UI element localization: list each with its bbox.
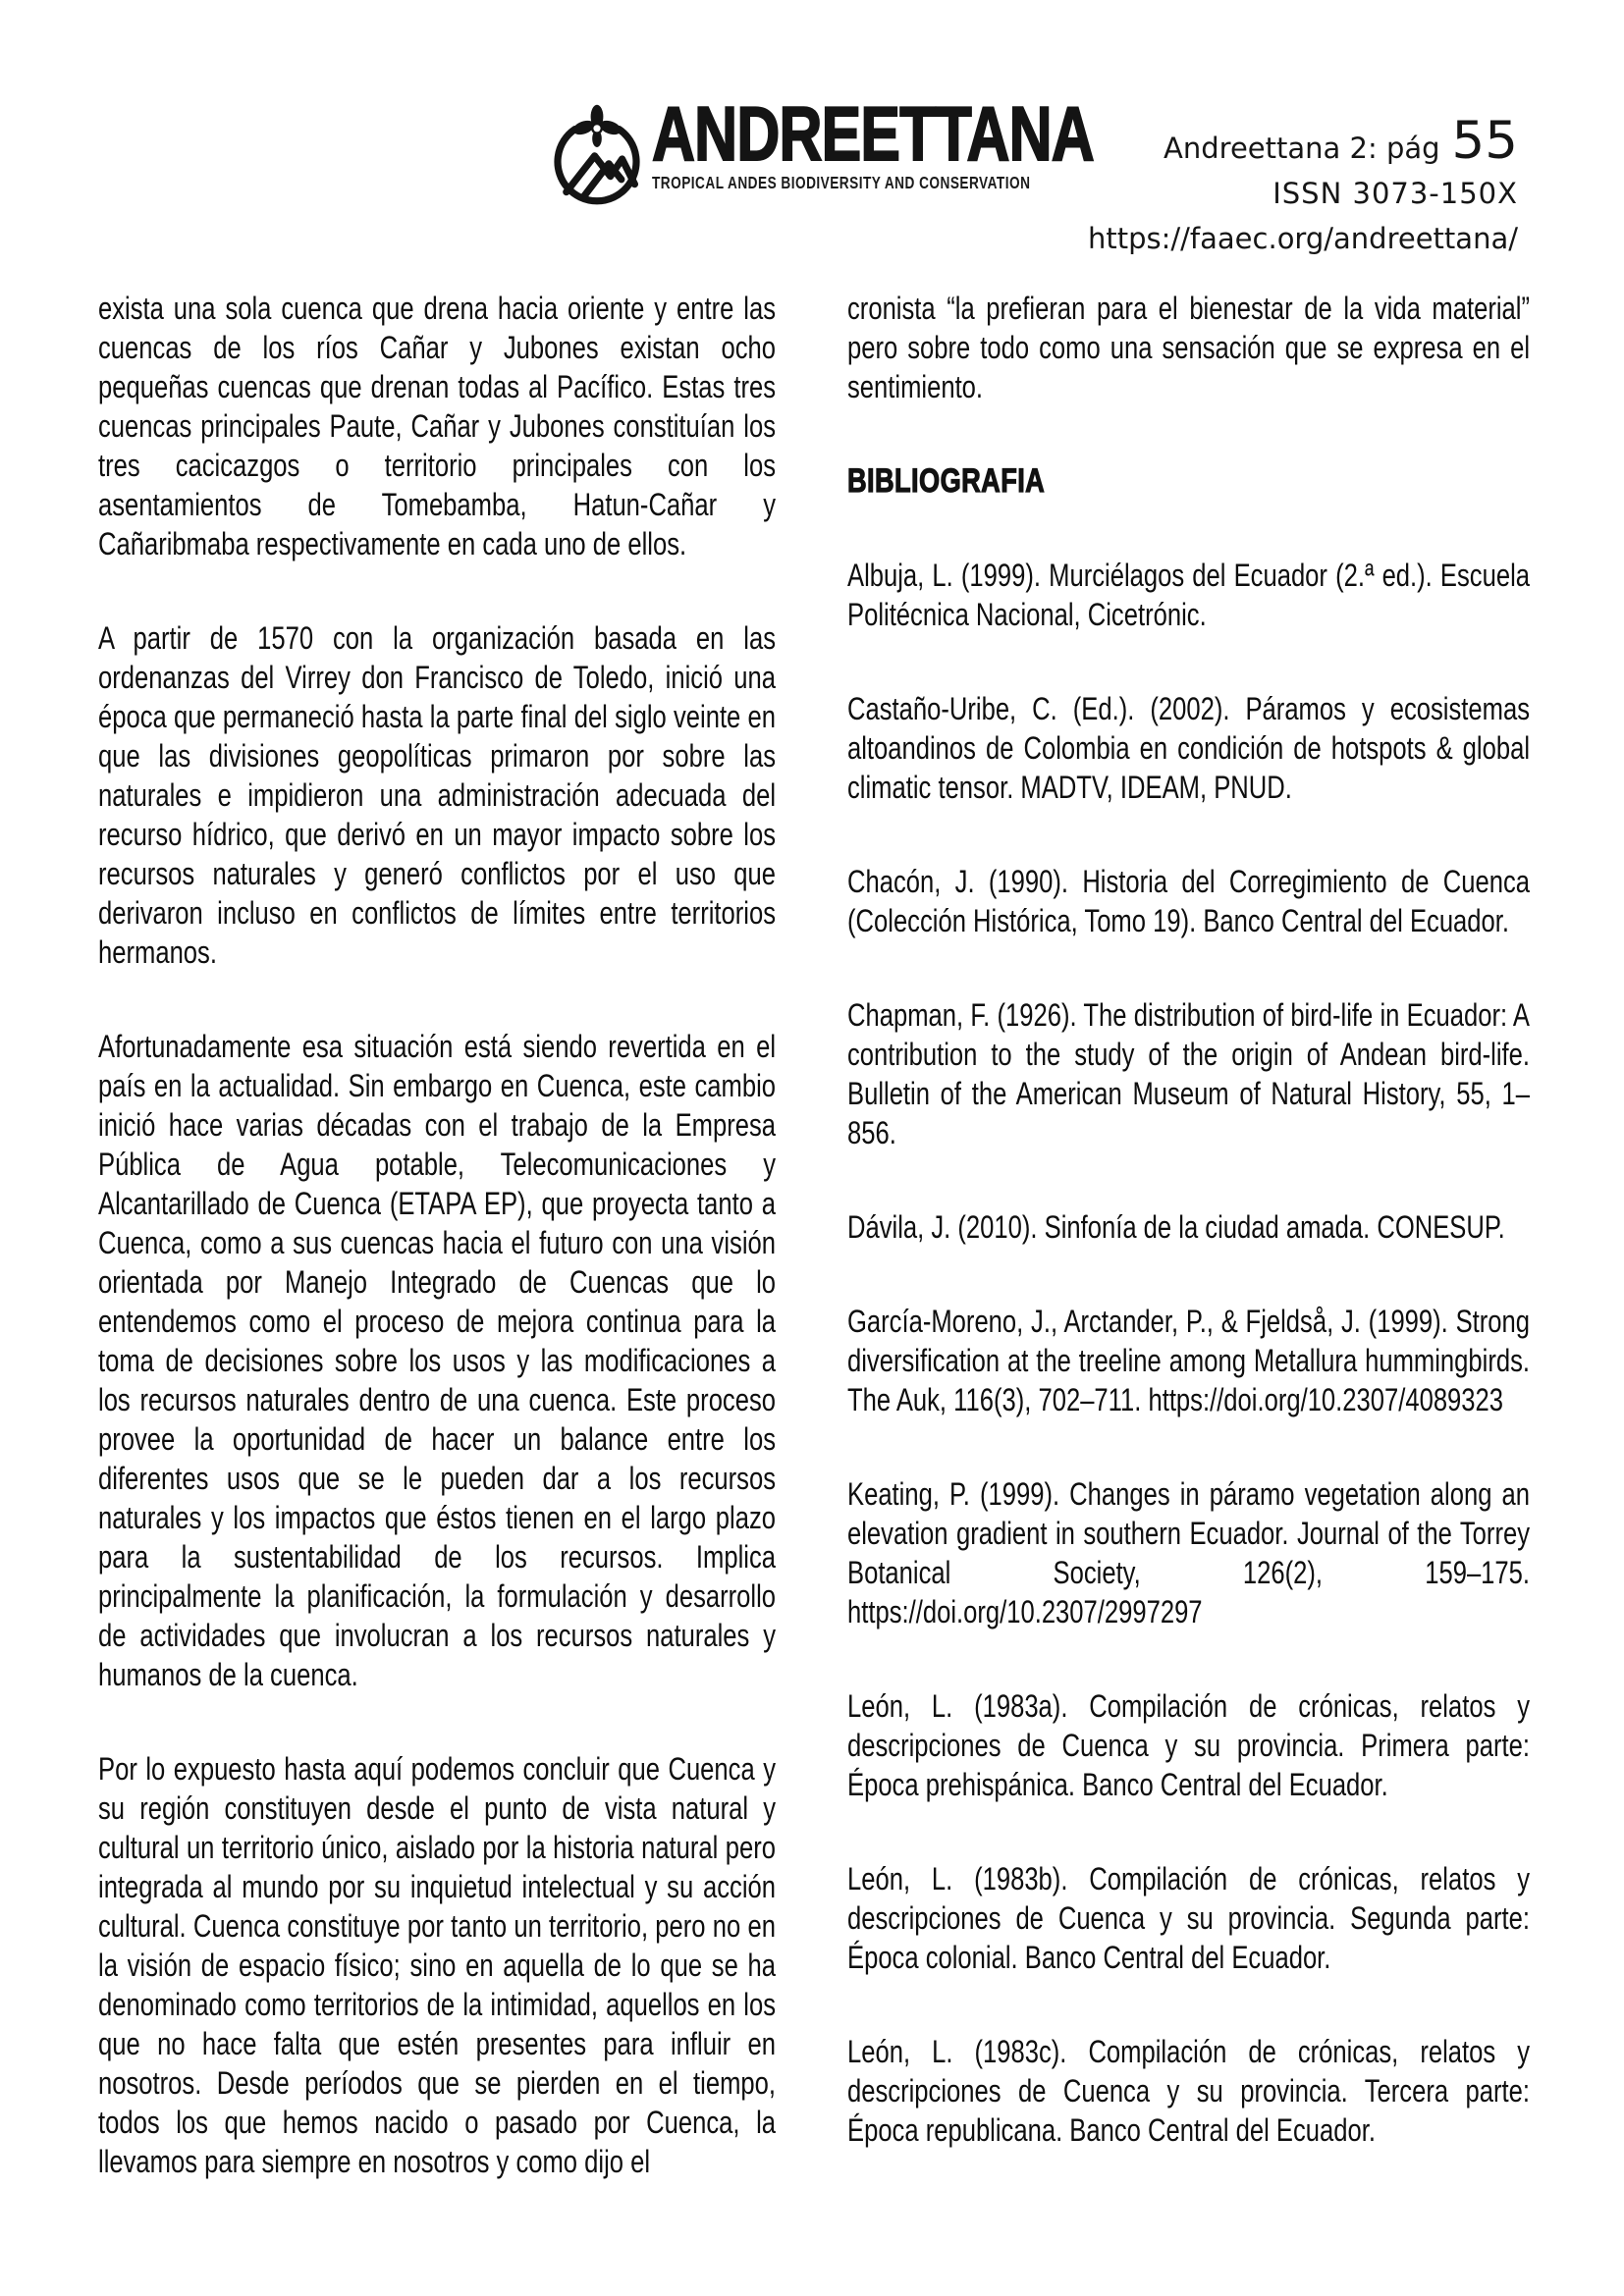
bibliography-heading: BIBLIOGRAFIA bbox=[847, 462, 1046, 500]
issue-page-label: Andreettana 2: pág bbox=[1164, 132, 1440, 165]
issn-label: ISSN 3073-150X bbox=[1272, 177, 1518, 210]
reference-entry: Albuja, L. (1999). Murciélagos del Ecuador (2.ª ed.). Escuela Politécnica Nacional, Cicetrónic. bbox=[847, 558, 1530, 632]
journal-url: https://faaec.org/andreettana/ bbox=[1087, 222, 1518, 255]
page-body bbox=[98, 289, 1530, 2236]
right-column bbox=[847, 289, 1530, 2236]
left-column-text bbox=[98, 289, 776, 2181]
body-paragraph: A partir de 1570 con la organización basada en las ordenanzas del Virrey don Francisco de Toledo, inició una época que permaneció hasta la parte final del siglo veinte en que las divisiones geopolíticas primaron por sobre las naturales e impidieron una administración adecuada del recurso hídrico, que derivó en un mayor impacto sobre los recursos naturales y generó conflictos por el uso que derivaron incluso en conflictos de límites entre territorios hermanos. bbox=[98, 620, 776, 970]
mountain-orchid-icon bbox=[546, 104, 648, 214]
reference-entry: Castaño-Uribe, C. (Ed.). (2002). Páramos y ecosistemas altoandinos de Colombia en condición de hotspots & global climatic tensor. MADTV, IDEAM, PNUD. bbox=[847, 691, 1530, 805]
reference-entry: León, L. (1983a). Compilación de crónicas, relatos y descripciones de Cuenca y su provincia. Primera parte: Época prehispánica. Banco Central del Ecuador. bbox=[847, 1688, 1530, 1802]
body-paragraph: Por lo expuesto hasta aquí podemos concluir que Cuenca y su región constituyen desde el punto de vista natural y cultural un territorio único, aislado por la historia natural pero integrada al mundo por su inquietud intelectual y su acción cultural. Cuenca constituye por tanto un territorio, pero no en la visión de espacio físico; sino en aquella de lo que se ha denominado como territorios de la intimidad, aquellos en los que no hace falta que estén presentes para influir en nosotros. Desde períodos que se pierden en el tiempo, todos los que hemos nacido o pasado por Cuenca, la llevamos para siempre en nosotros y como dijo el bbox=[98, 1751, 776, 2179]
left-column bbox=[98, 289, 776, 2236]
journal-tagline: TROPICAL ANDES BIODIVERSITY AND CONSERVATION bbox=[652, 173, 1031, 192]
journal-wordmark: ANDREETTANA bbox=[652, 90, 1094, 177]
reference-entry: Dávila, J. (2010). Sinfonía de la ciudad amada. CONESUP. bbox=[847, 1209, 1505, 1245]
reference-list bbox=[847, 556, 1530, 2150]
reference-entry: León, L. (1983c). Compilación de crónicas, relatos y descripciones de Cuenca y su provincia. Tercera parte: Época republicana. Banco Central del Ecuador. bbox=[847, 2034, 1530, 2148]
reference-entry: Chacón, J. (1990). Historia del Corregimiento de Cuenca (Colección Histórica, Tomo 19). Banco Central del Ecuador. bbox=[847, 864, 1530, 938]
body-paragraph: exista una sola cuenca que drena hacia oriente y entre las cuencas de los ríos Cañar y Jubones existan ocho pequeñas cuencas que drenan todas al Pacífico. Estas tres cuencas principales Paute, Cañar y Jubones constituían los tres cacicazgos o territorio principales con los asentamientos de Tomebamba, Hatun-Cañar y Cañaribmaba respectivamente en cada uno de ellos. bbox=[98, 291, 776, 561]
header-meta bbox=[1087, 111, 1518, 256]
page-number: 55 bbox=[1451, 111, 1518, 171]
reference-entry: García-Moreno, J., Arctander, P., & Fjeldså, J. (1999). Strong diversification at the treeline among Metallura hummingbirds. The Auk, 116(3), 702–711. https://doi.org/10.2307/4089323 bbox=[847, 1304, 1530, 1417]
reference-entry: León, L. (1983b). Compilación de crónicas, relatos y descripciones de Cuenca y su provincia. Segunda parte: Época colonial. Banco Central del Ecuador. bbox=[847, 1861, 1530, 1975]
reference-entry: Chapman, F. (1926). The distribution of bird-life in Ecuador: A contribution to the study of the origin of Andean bird-life. Bulletin of the American Museum of Natural History, 55, 1–856. bbox=[847, 997, 1530, 1150]
body-paragraph: Afortunadamente esa situación está siendo revertida en el país en la actualidad. Sin embargo en Cuenca, este cambio inició hace varias décadas con el trabajo de la Empresa Pública de Agua potable, Telecomunicaciones y Alcantarillado de Cuenca (ETAPA EP), que proyecta tanto a Cuenca, como a sus cuencas hacia el futuro con una visión orientada por Manejo Integrado de Cuencas que lo entendemos como el proceso de mejora continua para la toma de decisiones sobre los usos y las modificaciones a los recursos naturales dentro de una cuenca. Este proceso provee la oportunidad de hacer un balance entre los diferentes usos que se le pueden dar a los recursos naturales y los impactos que éstos tienen en el largo plazo para la sustentabilidad de los recursos. Implica principalmente la planificación, la formulación y desarrollo de actividades que involucran a los recursos naturales y humanos de la cuenca. bbox=[98, 1029, 776, 1692]
reference-entry: Keating, P. (1999). Changes in páramo vegetation along an elevation gradient in southern Ecuador. Journal of the Torrey Botanical Society, 126(2), 159–175. https://doi.org/10.2307/2997297 bbox=[847, 1476, 1530, 1629]
intro-paragraph: cronista “la prefieran para el bienestar de la vida material” pero sobre todo como una sensación que se expresa en el sentimiento. bbox=[847, 291, 1530, 404]
right-column-text bbox=[847, 289, 1530, 2150]
